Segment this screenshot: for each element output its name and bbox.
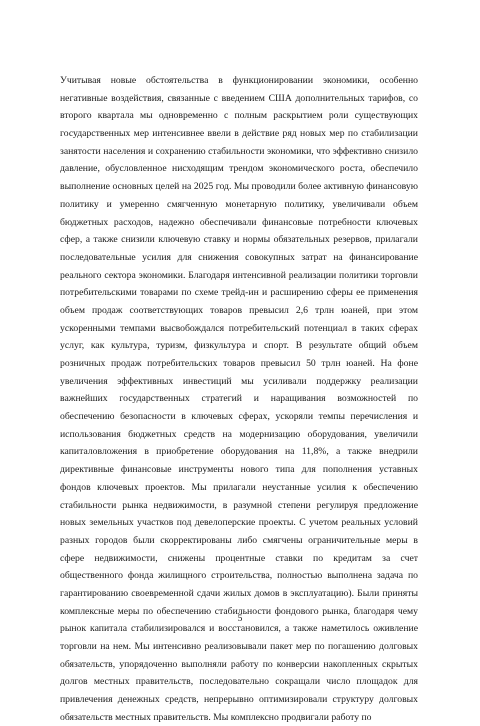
page-number: 5 bbox=[237, 614, 243, 624]
body-paragraph: Учитывая новые обстоятельства в функционировании экономики, особенно негативные воздействия, связанные с введением США дополнительных тарифов, со второго квартала мы одновременно с полным раскрытием роли существующих государственных мер интенсивнее ввели в действие ряд новых мер по стабилизации занятости населения и сохранению стабильности экономики, что эффективно снизило давление, обусловленное нисходящим трендом экономического роста, обеспечило выполнение основных целей на 2025 год. Мы проводили более активную финансовую политику и умеренно смягченную монетарную политику, увеличивали объем бюджетных расходов, надежно обеспечивали финансовые потребности ключевых сфер, а также снизили ключевую ставку и нормы обязательных резервов, прилагали последовательные усилия для снижения совокупных затрат на финансирование реального сектора экономики. Благодаря интенсивной реализации политики торговли потребительскими товарами по схеме трейд-ин и расширению сферы ее применения объем продаж соответствующих товаров превысил 2,6 трлн юаней, при этом ускоренными темпами высвобождался потребительский потенциал в таких сферах услуг, как культура, туризм, физкультура и спорт. В результате общий объем розничных продаж потребительских товаров превысил 50 трлн юаней. На фоне увеличения эффективных инвестиций мы усиливали поддержку реализации важнейших государственных стратегий и наращивания возможностей по обеспечению безопасности в ключевых сферах, ускоряли темпы перечисления и использования бюджетных средств на модернизацию оборудования, увеличили капиталовложения в приобретение оборудования на 11,8%, а также внедрили директивные финансовые инструменты нового типа для пополнения уставных фондов ключевых проектов. Мы прилагали неустанные усилия к обеспечению стабильности рынка недвижимости, в разумной степени регулируя предложение новых земельных участков под девелоперские проекты. С учетом реальных условий разных городов были скорректированы либо смягчены ограничительные меры в сфере недвижимости, снижены процентные ставки по кредитам за счет общественного фонда жилищного строительства, полностью выполнена задача по гарантированию своевременной сдачи жилых домов в эксплуатацию). Были приняты комплексные меры по обеспечению стабильности фондового рынка, благодаря чему рынок капитала стабилизировался и восстановился, а также наметилось оживление торговли на нем. Мы интенсивно реализовывали пакет мер по погашению долговых обязательств, упорядоченно выполняли работу по конверсии накопленных скрытых долгов местных правительств, последовательно сокращали число площадок для привлечения денежных средств, непрерывно оптимизировали структуру долговых обязательств местных правительств. Мы комплексно продвигали работу по bbox=[60, 75, 418, 723]
